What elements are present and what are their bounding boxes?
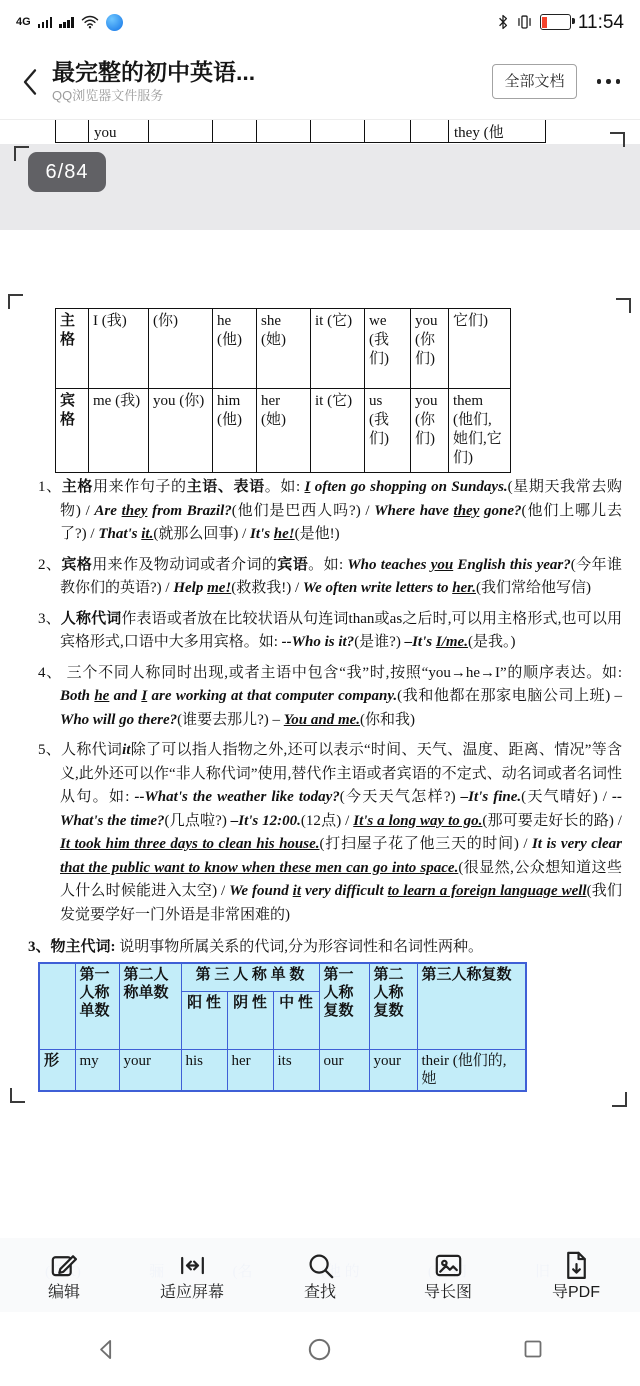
crop-mark <box>616 298 631 313</box>
text-run: 主语、表语 <box>186 479 265 495</box>
possessive-table <box>38 962 527 1092</box>
text-run: Are <box>94 502 122 519</box>
status-right-cluster <box>497 13 624 32</box>
edit-button[interactable] <box>0 1238 128 1312</box>
table-cell: I (我) <box>89 309 149 389</box>
text-run: 除了可以指人指物之外,还可以表示“时间、天气、温度、距离、情况”等含义,此外还可以作“非人称代词”使用,替代作主语或者宾语的不定式、动名词或者名词性从句。如: <box>60 742 622 805</box>
text-run: (谁要去那儿?) – <box>177 711 284 728</box>
signal-bars-icon-2 <box>59 16 74 28</box>
text-run: English this year? <box>453 556 571 573</box>
text-run: he <box>94 688 110 704</box>
text-run: 。如: <box>308 556 348 573</box>
text-run: he! <box>273 526 295 542</box>
text-run: (他们上哪儿去了?) / <box>60 502 623 542</box>
toolbar-label: 适应屏幕 <box>159 1284 224 1301</box>
text-run: You and me. <box>283 711 361 728</box>
app-header <box>0 44 640 120</box>
pronoun-table <box>55 308 511 473</box>
text-run: --What's the time? <box>60 789 622 829</box>
nav-back-triangle-icon <box>94 1337 119 1362</box>
text-run: It's a long way to go. <box>353 812 483 829</box>
text-run: often go shopping on Sundays. <box>310 479 508 495</box>
search-icon <box>304 1249 337 1282</box>
text-run: 用来作及物动词或者介词的 <box>92 556 278 573</box>
table-cell <box>213 120 257 143</box>
table-cell: 第一人称单数 <box>75 963 119 1049</box>
table-cell <box>56 120 89 143</box>
long-image-icon <box>432 1249 465 1282</box>
crop-mark <box>8 294 23 309</box>
doc-paragraph <box>38 739 622 927</box>
wifi-icon <box>81 13 99 31</box>
text-run: I <box>141 688 148 704</box>
text-run: 用来作句子的 <box>92 479 187 495</box>
text-run: (救救我!) / <box>231 580 303 596</box>
text-run: it <box>292 883 302 899</box>
table-cell <box>365 120 411 143</box>
partial-table-row <box>56 120 546 143</box>
table-cell <box>411 120 449 143</box>
text-run: they <box>121 502 148 519</box>
table-cell <box>311 120 365 143</box>
text-run: (12点) / <box>300 812 354 829</box>
table-cell: your <box>369 1049 417 1091</box>
table-cell: you (你们) <box>411 309 449 389</box>
text-run: (天气晴好) / <box>521 789 612 805</box>
text-run: --What's the weather like today? <box>134 789 340 805</box>
text-run: Both <box>60 688 95 704</box>
table-cell: her (她) <box>257 389 311 473</box>
more-options-button[interactable] <box>593 67 625 96</box>
text-run: Who will go there? <box>60 711 178 728</box>
table-cell: 形 <box>39 1049 75 1091</box>
table-cell <box>257 120 311 143</box>
app-notification-icon <box>106 14 123 31</box>
toolbar-label: 查找 <box>303 1284 336 1301</box>
grammar-notes <box>38 476 622 934</box>
table-cell: 第二人称单数 <box>119 963 181 1049</box>
possessive-header-row <box>39 963 526 991</box>
text-run: and <box>109 688 142 704</box>
table-cell: you <box>89 120 149 143</box>
doc-paragraph <box>38 608 622 655</box>
pronoun-table-row <box>56 389 511 473</box>
text-run: Who teaches <box>347 556 431 573</box>
text-run: --Who is it? <box>281 634 355 650</box>
table-cell: us (我们) <box>365 389 411 473</box>
text-run: it <box>122 742 131 758</box>
text-run: (我们常给他写信) <box>475 580 591 596</box>
table-cell: it (它) <box>311 389 365 473</box>
table-cell: their (他们的,她 <box>417 1049 526 1091</box>
header-titles <box>52 59 492 104</box>
text-run: very difficult <box>301 883 388 899</box>
text-run: That's <box>98 526 142 542</box>
text-run: 主格 <box>61 479 93 495</box>
fit-screen-icon <box>176 1249 209 1282</box>
table-cell: he (他) <box>213 309 257 389</box>
back-button[interactable] <box>16 63 44 101</box>
crop-mark <box>610 132 625 147</box>
table-cell: 它们) <box>449 309 511 389</box>
text-run: Help <box>173 580 208 596</box>
toolbar-label: 导长图 <box>423 1284 472 1301</box>
text-run: (我们发觉要学好一门外语是非常困难的) <box>60 883 623 923</box>
fit-screen-button[interactable] <box>128 1238 256 1312</box>
possessive-values-row <box>39 1049 526 1091</box>
table-cell: his <box>181 1049 227 1091</box>
text-run: 4、 三个不同人称同时出现,或者主语中包含“我”时,按照“you→he→I”的顺序表达。如: <box>38 664 622 681</box>
table-cell: my <box>75 1049 119 1091</box>
text-run: from Brazil? <box>147 502 232 519</box>
text-run: (打扫屋子花了他三天的时间) / <box>319 836 532 852</box>
text-run: 说明事物所属关系的代词,分为形容词性和名词性两种。 <box>115 939 484 955</box>
table-cell: 第三人称复数 <box>417 963 526 1049</box>
doc-paragraph <box>38 662 622 733</box>
table-cell: she (她) <box>257 309 311 389</box>
pdf-export-icon <box>560 1249 593 1282</box>
doc-paragraph <box>38 554 622 601</box>
text-run: 1、 <box>38 479 62 495</box>
table-cell: 第一人称复数 <box>319 963 369 1049</box>
vibrate-icon <box>516 14 533 30</box>
table-cell <box>39 963 75 1049</box>
text-run: (我和他都在那家电脑公司上班) – <box>397 688 623 704</box>
text-run: (很显然,公众想知道这些人什么时候能进入太空) / <box>60 859 623 899</box>
nav-home-button[interactable] <box>213 1312 426 1386</box>
nav-home-circle-icon <box>306 1336 333 1363</box>
text-run: 。如: <box>264 479 305 495</box>
text-run: –It's fine. <box>460 789 522 805</box>
text-run: It took him three days to clean his house. <box>60 836 320 852</box>
status-left-cluster <box>16 13 123 31</box>
text-run: I <box>304 479 311 495</box>
text-run: (是我。) <box>467 634 516 650</box>
text-run: 3、 <box>28 939 51 955</box>
network-type-label: 4G <box>16 15 31 28</box>
text-run: Where have <box>374 502 454 519</box>
text-run: 5、人称代词 <box>38 742 123 758</box>
table-cell: 第 三 人 称 单 数 <box>181 963 319 991</box>
text-run: 物主代词: <box>50 939 116 955</box>
table-cell <box>149 120 213 143</box>
status-bar <box>0 0 640 44</box>
table-cell: your <box>119 1049 181 1091</box>
text-run: 人称代词 <box>60 610 122 627</box>
text-run: you <box>430 556 454 573</box>
table-cell: its <box>273 1049 319 1091</box>
crop-mark <box>10 1088 25 1103</box>
text-run: (就那么回事) / <box>153 526 251 542</box>
battery-level-fill <box>542 17 547 28</box>
table-cell: him (他) <box>213 389 257 473</box>
text-run: (是谁?) <box>354 634 405 650</box>
text-run: It is very clear <box>531 836 623 852</box>
page-number-badge: 6/84 <box>28 152 106 192</box>
battery-icon <box>540 14 571 30</box>
table-cell: you (你) <box>149 389 213 473</box>
table-cell: them (他们,她们,它们) <box>449 389 511 473</box>
text-run: (今天天气怎样?) <box>339 789 461 805</box>
text-run: –It's <box>404 634 436 650</box>
text-run: I/me. <box>435 634 468 650</box>
toolbar-label: 导PDF <box>551 1284 600 1301</box>
table-cell: they (他 <box>449 120 546 143</box>
text-run: me! <box>207 580 232 596</box>
text-run: are working at that computer company. <box>147 688 398 704</box>
clock-time: 11:54 <box>577 11 624 33</box>
document-title: 最完整的初中英语... <box>52 58 256 85</box>
table-cell: 宾格 <box>56 389 89 473</box>
text-run: it. <box>141 526 154 542</box>
text-run: (星期天我常去购物) / <box>60 479 622 519</box>
text-run: –It's 12:00. <box>230 812 301 829</box>
table-cell: her <box>227 1049 273 1091</box>
all-documents-button[interactable]: 全部文档 <box>492 64 576 99</box>
table-cell: it (它) <box>311 309 365 389</box>
table-cell: 主格 <box>56 309 89 389</box>
document-source-subtitle: QQ浏览器文件服务 <box>52 88 164 104</box>
crop-mark <box>612 1092 627 1107</box>
table-cell: (你) <box>149 309 213 389</box>
text-run: It's <box>250 526 274 542</box>
nav-back-button[interactable] <box>0 1312 213 1386</box>
text-run: they <box>453 502 480 519</box>
table-cell: me (我) <box>89 389 149 473</box>
nav-recents-square-icon <box>521 1337 545 1361</box>
text-run: 宾格 <box>61 556 93 573</box>
doc-paragraph <box>38 476 622 547</box>
text-run: that the public want to know when these men can go into space. <box>60 859 459 876</box>
text-run: to learn a foreign language well <box>387 883 587 899</box>
text-run: We often write letters to <box>302 580 453 596</box>
signal-bars-icon <box>38 16 53 28</box>
find-button[interactable] <box>256 1238 384 1312</box>
nav-recents-button[interactable] <box>427 1312 640 1386</box>
text-run: (他们是巴西人吗?) / <box>231 502 375 519</box>
text-run: 宾语 <box>277 556 309 573</box>
table-cell: our <box>319 1049 369 1091</box>
table-cell: 第二人称复数 <box>369 963 417 1049</box>
text-run: 2、 <box>38 556 62 573</box>
text-run: We found <box>229 883 293 899</box>
text-run: 3、 <box>38 610 61 627</box>
text-run: 作表语或者放在比较状语从句连词than或as之后时,可以用主格形式,也可以用宾格形式,口语中大多用宾格。如: <box>60 610 622 650</box>
export-pdf-button[interactable] <box>512 1238 640 1312</box>
text-run: (是他!) <box>294 526 340 542</box>
edit-icon <box>48 1249 81 1282</box>
back-chevron-icon <box>20 67 40 97</box>
table-cell: you (你们) <box>411 389 449 473</box>
text-run: (几点啦?) <box>164 812 231 829</box>
partial-table-strip <box>55 120 546 143</box>
pronoun-table-row <box>56 309 511 389</box>
text-run: gone? <box>479 502 522 519</box>
table-cell: we (我们) <box>365 309 411 389</box>
text-run: her. <box>452 580 476 596</box>
table-cell: 中 性 <box>273 991 319 1049</box>
export-long-image-button[interactable] <box>384 1238 512 1312</box>
crop-mark <box>14 146 29 161</box>
table-cell: 阴 性 <box>227 991 273 1049</box>
text-run: (那可要走好长的路) / <box>482 812 622 829</box>
possessive-pronoun-heading <box>28 936 622 959</box>
document-toolbar <box>0 1238 640 1312</box>
toolbar-label: 编辑 <box>47 1284 80 1301</box>
bluetooth-icon <box>497 14 509 30</box>
text-run: (你和我) <box>360 711 416 728</box>
text-run: (今年谁教你们的英语?) / <box>60 556 622 596</box>
table-cell: 阳 性 <box>181 991 227 1049</box>
android-nav-bar <box>0 1312 640 1386</box>
